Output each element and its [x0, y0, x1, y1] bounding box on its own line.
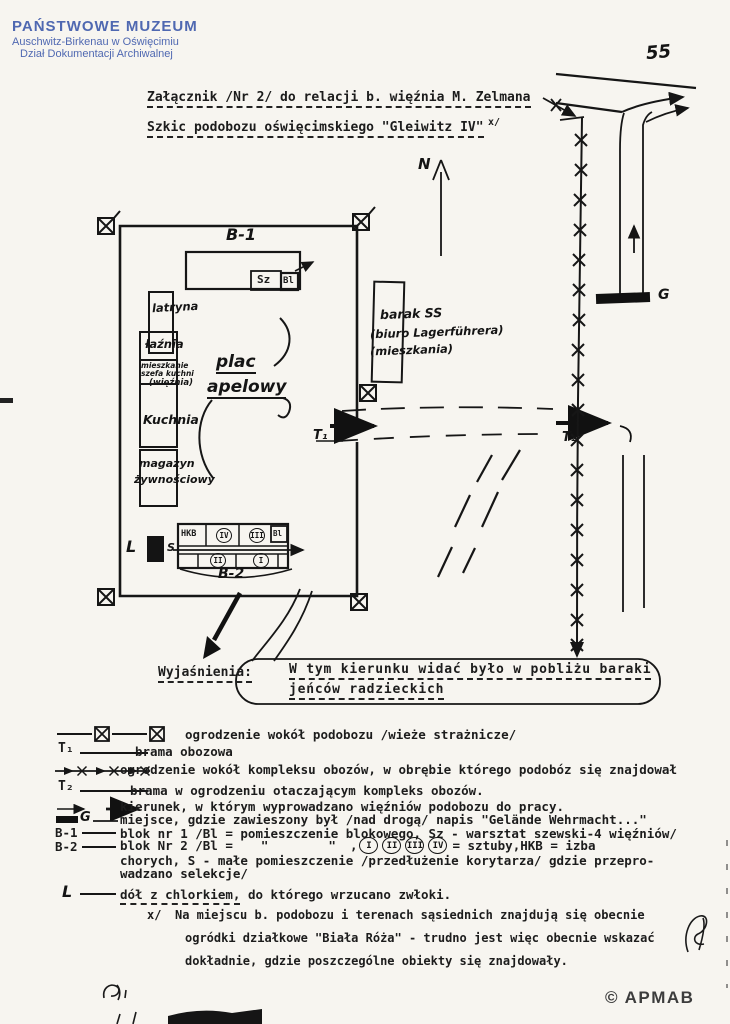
legend-room-ii-circle: II [382, 837, 401, 854]
legend-row7-text: blok nr 1 /Bl = pomieszczenie blokowego, Sz - warsztat szewski-4 więźniów/ [120, 826, 677, 841]
legend-room-i-circle: I [359, 837, 378, 854]
b1-label: B-1 [226, 225, 256, 244]
legend-row1-text: ogrodzenie wokół podobozu /wieże strażnicze/ [185, 727, 517, 742]
legend-row8-ditto1: " [260, 838, 269, 853]
mieszkanie-label-1: mieszkanie [141, 361, 189, 370]
legend-row8 [120, 837, 595, 854]
barak-ss-label-1: barak SS [379, 304, 443, 323]
legend-row11-prefix: L [62, 882, 73, 901]
legend-row8-post: = sztuby,HKB = izba [452, 838, 596, 853]
callout-tail [252, 589, 312, 661]
t1-gate-label: T₁ [313, 428, 328, 443]
stamp-line2: Auschwitz-Birkenau w Oświęcimiu [12, 36, 179, 48]
bl-b2-label: Bl [273, 529, 283, 538]
legend-row8-prefix: B-2 [55, 839, 78, 854]
title-line1: Załącznik /Nr 2/ do relacji b. więźnia M. Zelmana [147, 90, 531, 108]
stamp-line3: Dział Dokumentacji Archiwalnej [20, 48, 173, 60]
legend-row2-prefix: T₁ [58, 741, 74, 756]
north-label: N [418, 155, 431, 173]
legend-row5-text: kierunek, w którym wyprowadzano więźniów podobozu do pracy. [120, 799, 565, 814]
legend-row10-text: wadzano selekcje/ [120, 866, 248, 881]
magazyn-label-1: magazyn [139, 457, 195, 470]
legend-row2-text: brama obozowa [135, 744, 233, 759]
room-iii-circle: III [249, 528, 265, 543]
legend-room-iv-circle: IV [428, 837, 447, 854]
dashed-curved-road [438, 450, 520, 577]
s-room-label: S [167, 541, 175, 554]
footnote-line1: Na miejscu b. podobozu i terenach sąsiednich znajdują się obecnie [175, 908, 645, 922]
l-pit-label: L [126, 537, 137, 556]
legend-room-iii-circle: III [405, 837, 424, 854]
legend-row11 [120, 886, 451, 904]
mieszkanie-label-3: (więźnia) [149, 378, 193, 388]
barak-ss-label-3: (mieszkania) [369, 341, 454, 359]
chlorine-pit [147, 536, 164, 562]
legend-row9-text: chorych, S - małe pomieszczenie /przedłużenie korytarza/ gdzie przepro- [120, 853, 655, 868]
stamp-line1: PAŃSTWOWE MUZEUM [12, 18, 198, 35]
copyright-watermark: © APMAB [605, 988, 695, 1007]
plac-label-1: plac [216, 352, 256, 372]
legend-row8-comma: , [349, 838, 358, 853]
g-sign-label: G [658, 287, 670, 303]
legend-row4-prefix: T₂ [58, 779, 74, 794]
callout-line2: jeńców radzieckich [289, 682, 444, 700]
legend-row7-prefix: B-1 [55, 825, 78, 840]
latryna-label: latryna [151, 298, 199, 316]
mieszkanie-label-2: szefa kuchni [141, 369, 194, 378]
barak-ss-label-2: (biuro Lagerführera) [369, 322, 504, 342]
legend-row8-ditto2: " [328, 838, 336, 853]
callout-line1: W tym kierunku widać było w pobliżu baraki [289, 662, 651, 680]
title-footnote-marker: x/ [488, 117, 501, 128]
magazyn-label-2: żywnościowy [134, 473, 215, 486]
title-line2-wrap [147, 117, 500, 136]
legend-row4-text: brama w ogrodzeniu otaczającym kompleks obozów. [130, 783, 484, 798]
hkb-label: HKB [181, 529, 197, 539]
barbed-wire-fence [543, 98, 584, 656]
room-i-circle: I [253, 553, 269, 568]
legend-row6-prefix: G [80, 810, 91, 825]
legend-row6-text: miejsce, gdzie zawieszony był /nad drogą/ napis "Gelände Wehrmacht..." [120, 812, 647, 827]
north-arrow [433, 160, 449, 256]
plac-label-2: apelowy [207, 377, 287, 397]
title-line2: Szkic podobozu oświęcimskiego "Gleiwitz IV" [147, 120, 484, 138]
footnote-line3: dokładnie, gdzie poszczególne obiekty się znajdowały. [185, 954, 568, 968]
g-sign-bar [596, 292, 650, 304]
legend-row11-rest: do którego wrzucano zwłoki. [240, 887, 452, 902]
laznia-label: łaźnia [145, 337, 184, 351]
bl-label: Bl [283, 276, 294, 286]
museum-stamp [12, 18, 198, 60]
legend-heading: Wyjaśnienia: [158, 665, 252, 683]
legend-row8-pre: blok Nr 2 /Bl = [120, 838, 233, 853]
t2-gate-label: T₂ [562, 430, 577, 445]
exit-arrow [203, 593, 240, 659]
room-iv-circle: IV [216, 528, 232, 543]
sz-label: Sz [257, 273, 271, 286]
room-ii-circle: II [210, 553, 226, 568]
footnote-marker: x/ [147, 908, 162, 922]
legend-row3-text: ogrodzenie wokół kompleksu obozów, w obrębie którego podobóz się znajdował [120, 762, 677, 777]
page-number: 55 [645, 40, 672, 65]
legend-row11-underlined: dół z chlorkiem, [120, 887, 240, 905]
b2-label: B-2 [218, 566, 245, 582]
kuchnia-label: Kuchnia [143, 412, 199, 427]
footnote-line2: ogródki działkowe "Biała Róża" - trudno jest więc obecnie wskazać [185, 931, 655, 945]
